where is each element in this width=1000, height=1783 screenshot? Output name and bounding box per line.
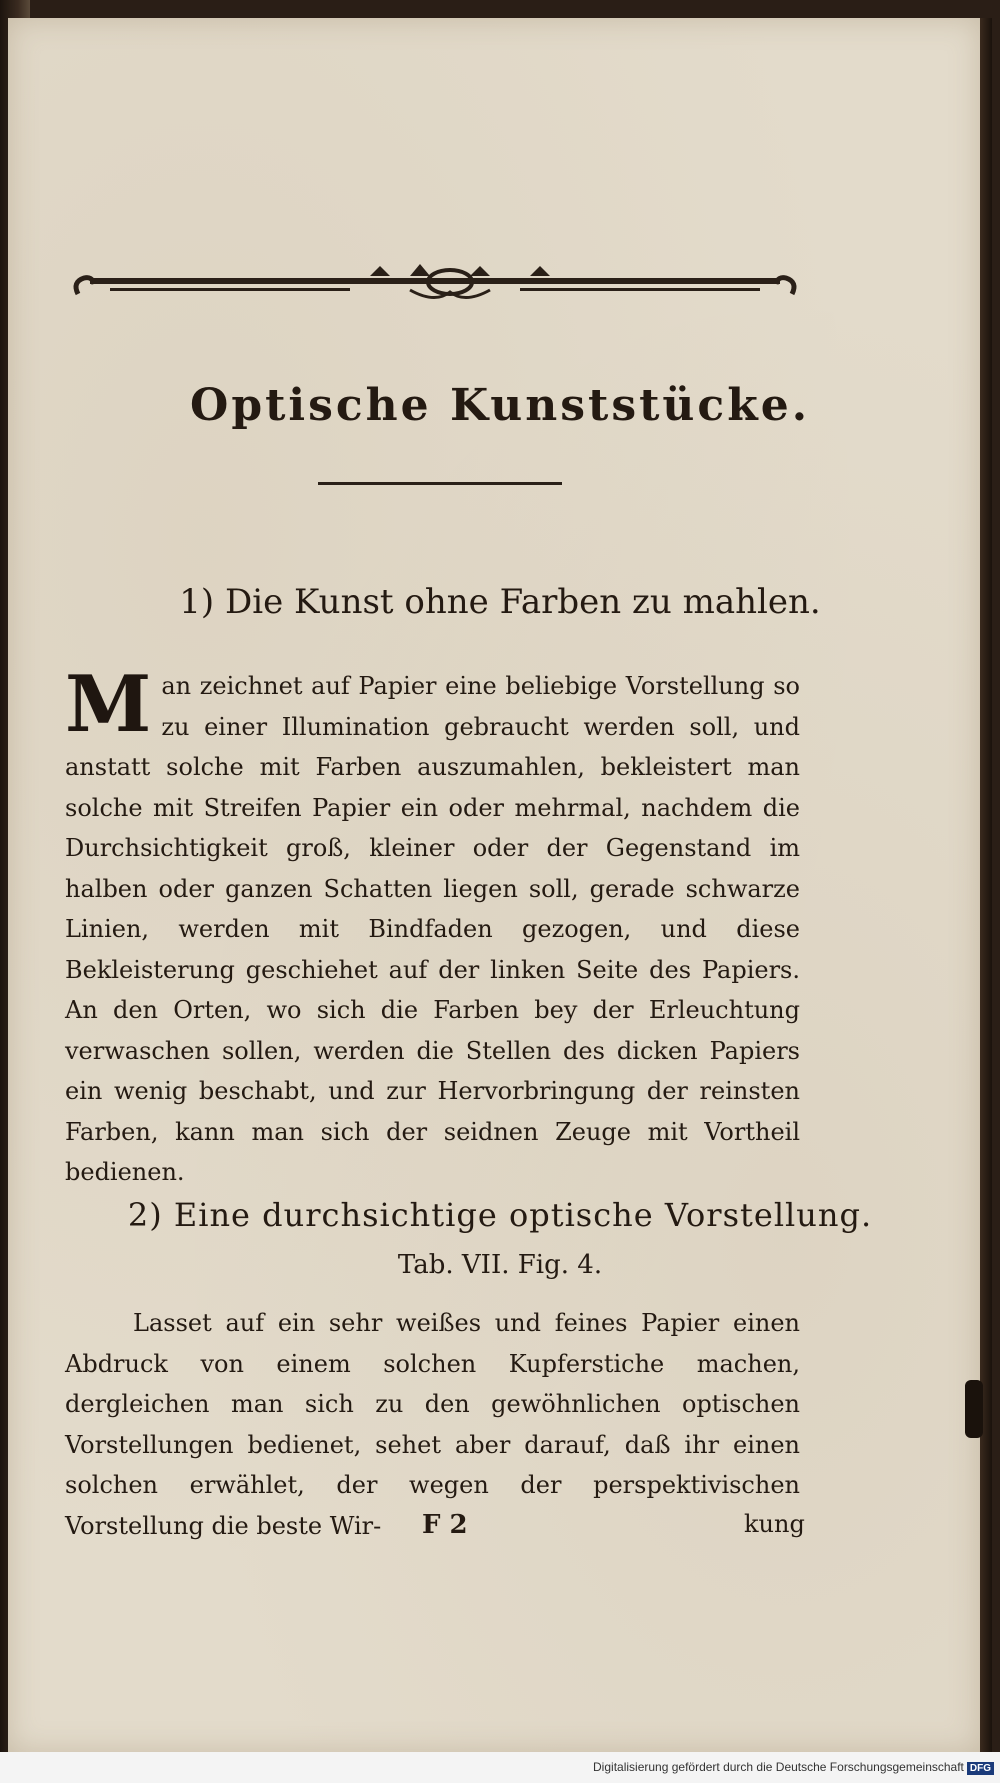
- section-heading-1: 1) Die Kunst ohne Farben zu mahlen.: [179, 582, 821, 622]
- digitization-credit: [593, 1760, 994, 1775]
- binding-tab: [965, 1380, 983, 1438]
- dfg-logo: DFG: [967, 1762, 994, 1775]
- section-heading-2: 2) Eine durchsichtige optische Vorstellung.: [127, 1196, 873, 1234]
- section-1-text: an zeichnet auf Papier eine beliebige Vorstellung so zu einer Illumination gebraucht werden soll, und anstatt solche mit Farben auszumahlen, bekleistert man solche mit Streifen Papier ein oder mehrmal, nachdem die Durchsichtigkeit groß, kleiner oder der Gegenstand im halben oder ganzen Schatten liegen soll, gerade schwarze Linien, werden mit Bindfaden gezogen, und diese Bekleisterung geschiehet auf der linken Seite des Papiers. An den Orten, wo sich die Farben bey der Erleuchtung verwaschen sollen, werden die Stellen des dicken Papiers ein wenig beschabt, und zur Hervorbringung der reinsten Farben, kann man sich der seidnen Zeuge mit Vortheil bedienen.: [65, 672, 800, 1186]
- page-edge: [980, 18, 992, 1753]
- page-title: Optische Kunststücke.: [189, 380, 811, 431]
- signature-mark: F 2: [422, 1510, 468, 1540]
- section-2-figure-reference: Tab. VII. Fig. 4.: [397, 1250, 603, 1280]
- section-2-paragraph: Lasset auf ein sehr weißes und feines Papier einen Abdruck von einem solchen Kupferstiche machen, dergleichen man sich zu den gewöhnlichen optischen Vorstellungen bedienet, sehet aber darauf, daß ihr einen solchen erwählet, der wegen der perspektivischen Vorstellung die beste Wir-: [65, 1309, 800, 1540]
- section-1-paragraph: [65, 659, 800, 1193]
- catchword: kung: [744, 1510, 805, 1538]
- decorative-ornament-rule: [70, 262, 800, 312]
- credit-text: Digitalisierung gefördert durch die Deutsche Forschungsgemeinschaft: [593, 1760, 964, 1774]
- title-divider: [318, 482, 562, 485]
- drop-cap: M: [65, 659, 152, 750]
